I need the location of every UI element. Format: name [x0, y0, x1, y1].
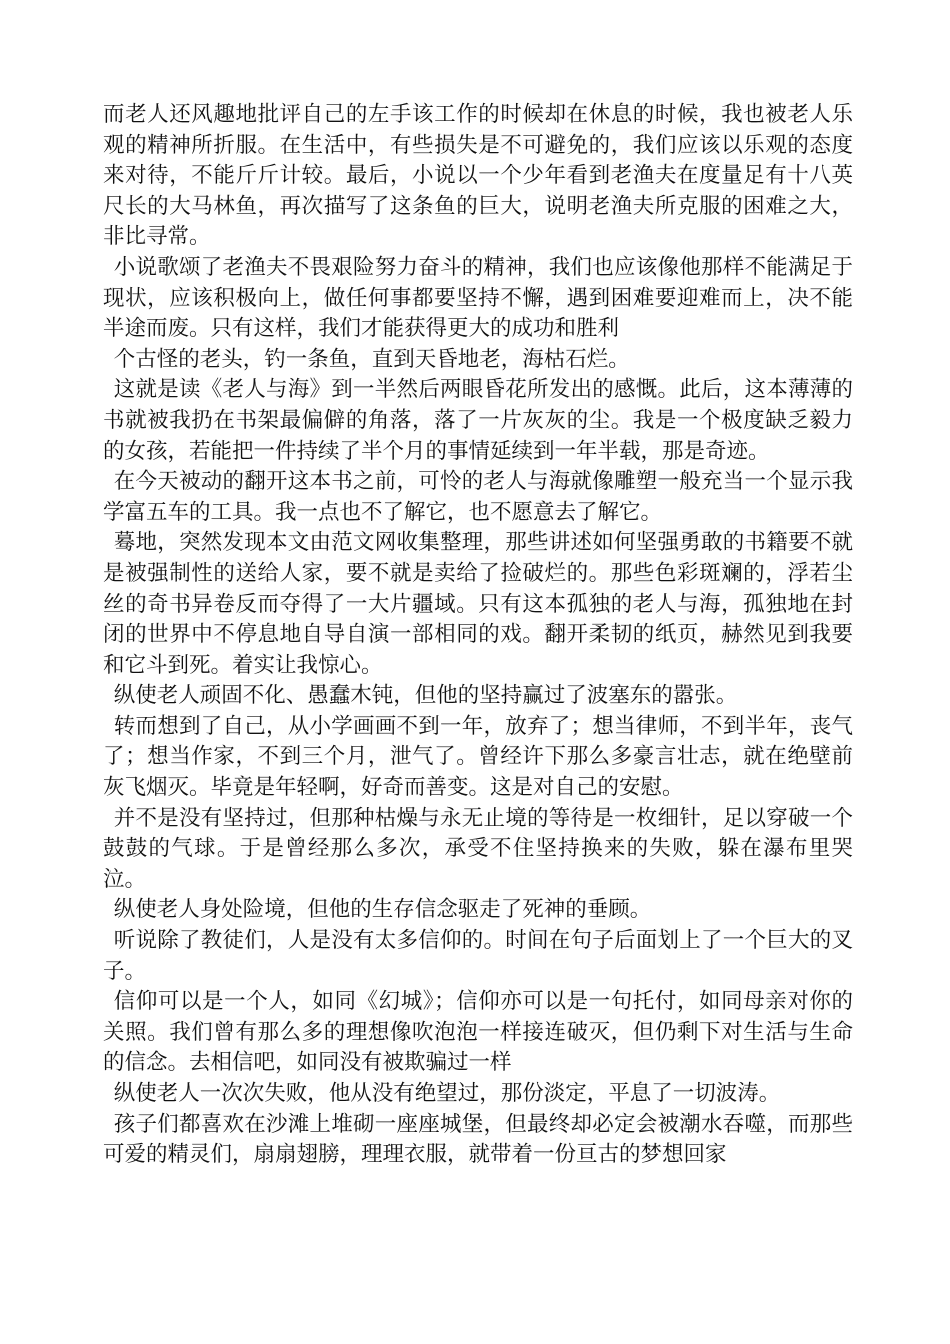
paragraph-10: 纵使老人身处险境，但他的生存信念驱走了死神的垂顾。 [113, 897, 652, 923]
paragraph-3: 个古怪的老头，钓一条鱼，直到天昏地老，海枯石烂。 [113, 346, 630, 372]
paragraph-6: 蓦地，突然发现本文由范文网收集整理，那些讲述如何坚强勇敢的书籍要不就是被强制性的送给人家，要不就是卖给了捡破烂的。那些色彩斑斓的，浮若尘丝的奇书异卷反而夺得了一大片疆域。只有这本孤独的老人与海，孤独地在封闭的世界中不停息地自导自演一部相同的戏。翻开柔韧的纸页，赫然见到我要和它斗到死。着实让我惊心。 [103, 530, 853, 678]
paragraph-8: 转而想到了自己，从小学画画不到一年，放弃了；想当律师，不到半年，丧气了；想当作家，不到三个月，泄气了。曾经许下那么多豪言壮志，就在绝壁前灰飞烟灭。毕竟是年轻啊，好奇而善变。这是对自己的安慰。 [103, 713, 853, 801]
paragraph-1: 而老人还风趣地批评自己的左手该工作的时候却在休息的时候，我也被老人乐观的精神所折服。在生活中，有些损失是不可避免的，我们应该以乐观的态度来对待，不能斤斤计较。最后，小说以一个少年看到老渔夫在度量足有十八英尺长的大马林鱼，再次描写了这条鱼的巨大，说明老渔夫所克服的困难之大，非比寻常。 [103, 102, 853, 250]
paragraph-9: 并不是没有坚持过，但那种枯燥与永无止境的等待是一枚细针，足以穿破一个鼓鼓的气球。于是曾经那么多次，承受不住坚持换来的失败，躲在瀑布里哭泣。 [103, 805, 853, 892]
paragraph-2: 小说歌颂了老渔夫不畏艰险努力奋斗的精神，我们也应该像他那样不能满足于现状，应该积极向上，做任何事都要坚持不懈，遇到困难要迎难而上，决不能半途而废。只有这样，我们才能获得更大的成功和胜利 [103, 254, 853, 342]
paragraph-14: 孩子们都喜欢在沙滩上堆砌一座座城堡，但最终却必定会被潮水吞噬，而那些可爱的精灵们，扇扇翅膀，理理衣服，就带着一份亘古的梦想回家 [103, 1111, 853, 1168]
paragraph-5: 在今天被动的翻开这本书之前，可怜的老人与海就像雕塑一般充当一个显示我学富五车的工具。我一点也不了解它，也不愿意去了解它。 [103, 469, 853, 525]
paragraph-13: 纵使老人一次次失败，他从没有绝望过，那份淡定，平息了一切波涛。 [113, 1081, 781, 1106]
paragraph-12: 信仰可以是一个人，如同《幻城》；信仰亦可以是一句托付，如同母亲对你的关照。我们曾有那么多的理想像吹泡泡一样接连破灭，但仍剩下对生活与生命的信念。去相信吧，如同没有被欺骗过一样 [103, 989, 853, 1076]
paragraph-7: 纵使老人顽固不化、愚蠢木钝，但他的坚持赢过了波塞东的嚣张。 [113, 683, 738, 709]
paragraph-11: 听说除了教徒们，人是没有太多信仰的。时间在句子后面划上了一个巨大的叉子。 [103, 928, 853, 984]
document-body [103, 100, 853, 1171]
paragraph-4: 这就是读《老人与海》到一半然后两眼昏花所发出的感慨。此后，这本薄薄的书就被我扔在书架最偏僻的角落，落了一片灰灰的尘。我是一个极度缺乏毅力的女孩，若能把一件持续了半个月的事情延续到一年半载，那是奇迹。 [103, 377, 853, 464]
